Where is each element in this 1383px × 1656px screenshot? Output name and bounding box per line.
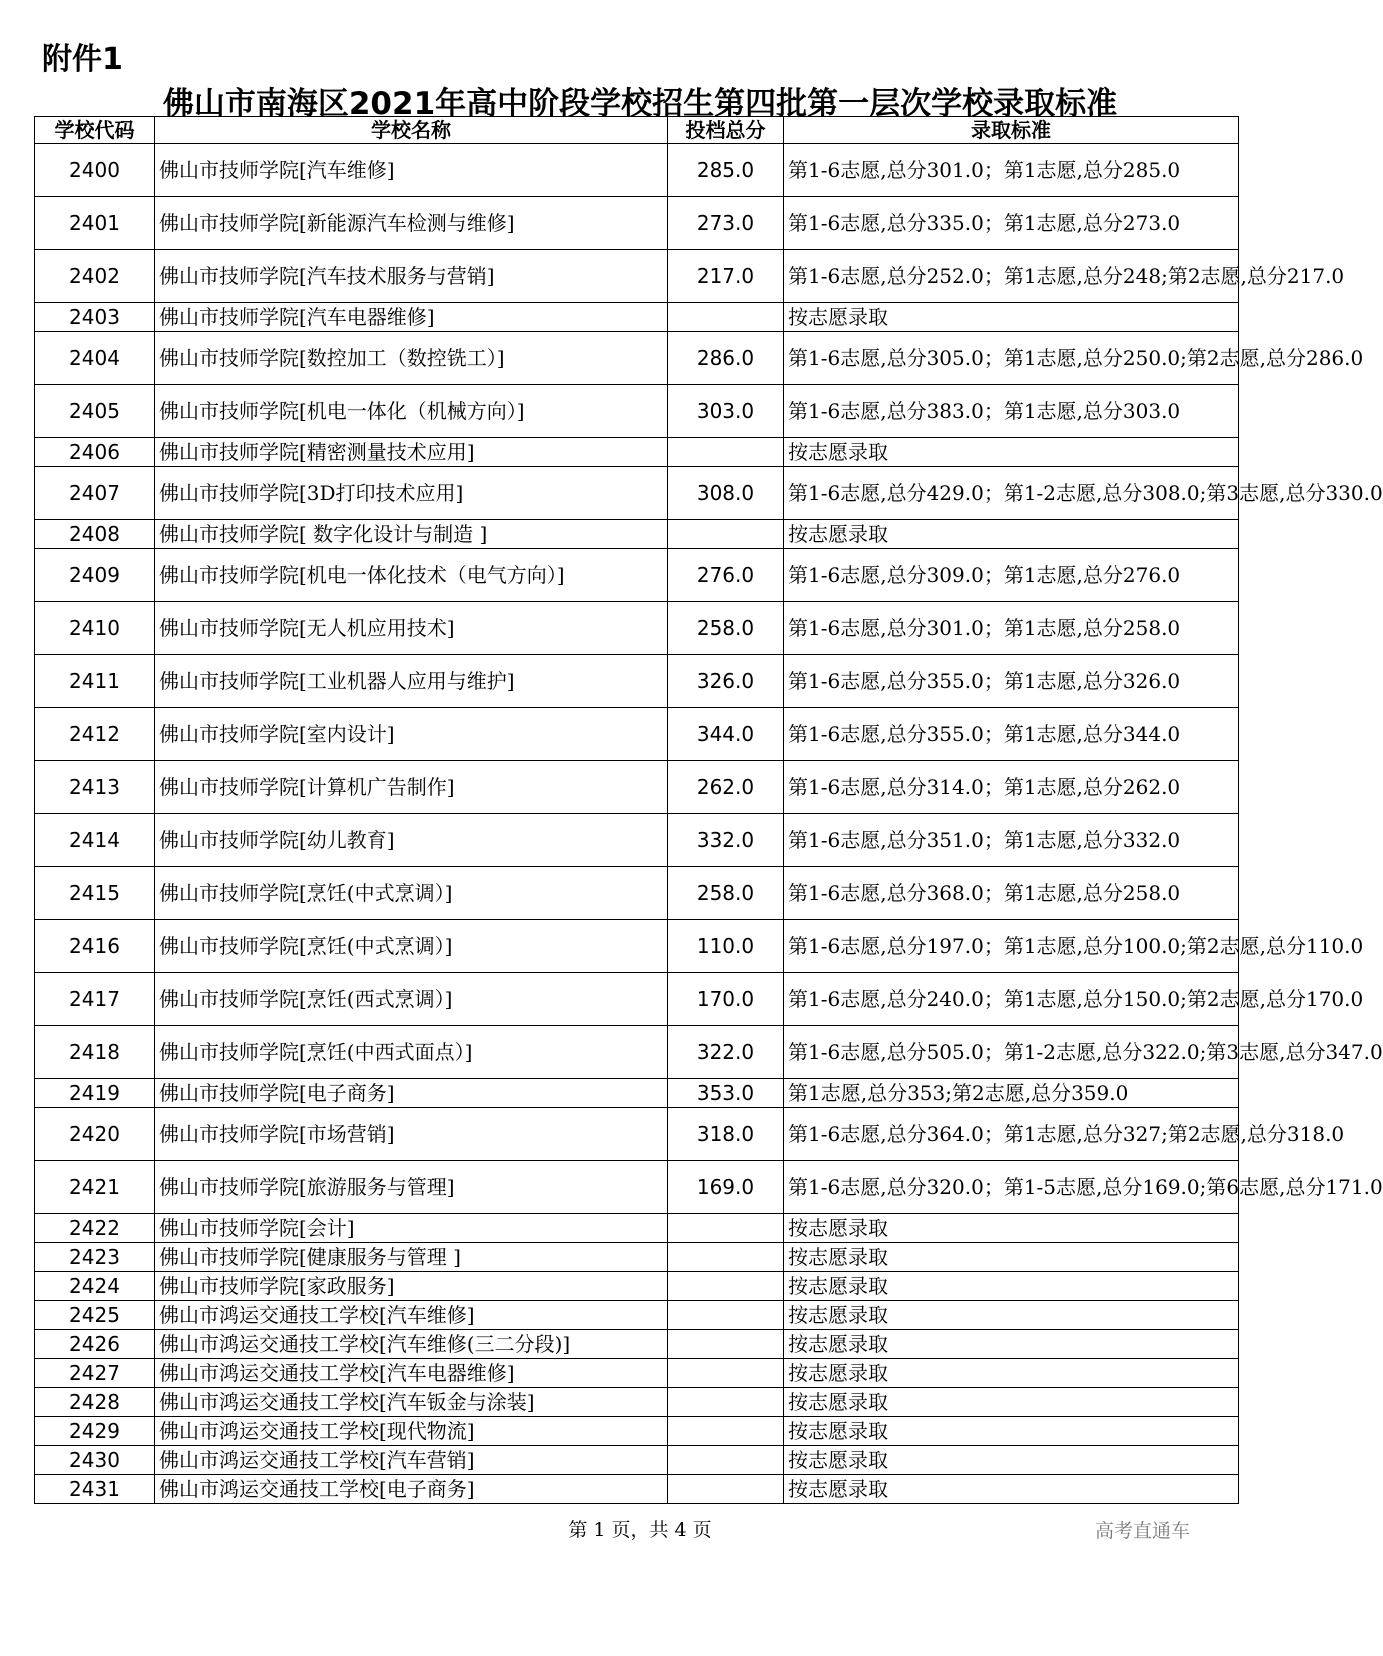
- score-cell: 308.0: [668, 467, 784, 520]
- score-cell: 258.0: [668, 602, 784, 655]
- standard-cell: 第1-6志愿,总分383.0；第1志愿,总分303.0: [784, 385, 1239, 438]
- school-name-cell: 佛山市鸿运交通技工学校[汽车营销]: [155, 1446, 668, 1475]
- table-row: [35, 1272, 1239, 1301]
- header-admission-standard: 录取标准: [784, 117, 1239, 144]
- standard-cell: 第1-6志愿,总分301.0；第1志愿,总分258.0: [784, 602, 1239, 655]
- standard-cell: 第1-6志愿,总分505.0；第1-2志愿,总分322.0;第3志愿,总分347.0: [784, 1026, 1239, 1079]
- score-cell: [668, 303, 784, 332]
- table-row: [35, 1359, 1239, 1388]
- standard-cell: 第1-6志愿,总分197.0；第1志愿,总分100.0;第2志愿,总分110.0: [784, 920, 1239, 973]
- standard-cell: 按志愿录取: [784, 1359, 1239, 1388]
- header-school-code: 学校代码: [35, 117, 155, 144]
- score-cell: 353.0: [668, 1079, 784, 1108]
- school-code-cell: 2418: [35, 1026, 155, 1079]
- school-code-cell: 2426: [35, 1330, 155, 1359]
- table-row: [35, 761, 1239, 814]
- school-name-cell: 佛山市技师学院[无人机应用技术]: [155, 602, 668, 655]
- table-row: [35, 549, 1239, 602]
- standard-cell: 按志愿录取: [784, 520, 1239, 549]
- admission-table: [34, 116, 1383, 1504]
- standard-cell: 按志愿录取: [784, 1301, 1239, 1330]
- standard-cell: 第1-6志愿,总分368.0；第1志愿,总分258.0: [784, 867, 1239, 920]
- header-total-score: 投档总分: [668, 117, 784, 144]
- school-name-cell: 佛山市技师学院[室内设计]: [155, 708, 668, 761]
- school-name-cell: 佛山市鸿运交通技工学校[汽车电器维修]: [155, 1359, 668, 1388]
- standard-cell: 第1志愿,总分353;第2志愿,总分359.0: [784, 1079, 1239, 1108]
- school-name-cell: 佛山市技师学院[计算机广告制作]: [155, 761, 668, 814]
- score-cell: 110.0: [668, 920, 784, 973]
- table-row: [35, 973, 1239, 1026]
- standard-cell: 第1-6志愿,总分320.0；第1-5志愿,总分169.0;第6志愿,总分171.0: [784, 1161, 1239, 1214]
- table-row: [35, 1079, 1239, 1108]
- table-row: [35, 197, 1239, 250]
- score-cell: [668, 1243, 784, 1272]
- score-cell: [668, 1330, 784, 1359]
- school-code-cell: 2421: [35, 1161, 155, 1214]
- score-cell: 286.0: [668, 332, 784, 385]
- standard-cell: 第1-6志愿,总分355.0；第1志愿,总分326.0: [784, 655, 1239, 708]
- school-code-cell: 2412: [35, 708, 155, 761]
- standard-cell: 按志愿录取: [784, 1243, 1239, 1272]
- table-row: [35, 1161, 1239, 1214]
- school-name-cell: 佛山市技师学院[旅游服务与管理]: [155, 1161, 668, 1214]
- table-row: [35, 1446, 1239, 1475]
- standard-cell: 按志愿录取: [784, 1214, 1239, 1243]
- attachment-label: 附件1: [42, 42, 123, 77]
- school-name-cell: 佛山市技师学院[3D打印技术应用]: [155, 467, 668, 520]
- school-code-cell: 2405: [35, 385, 155, 438]
- school-name-cell: 佛山市技师学院[会计]: [155, 1214, 668, 1243]
- school-code-cell: 2429: [35, 1417, 155, 1446]
- table-row: [35, 467, 1239, 520]
- standard-cell: 按志愿录取: [784, 1446, 1239, 1475]
- table-row: [35, 1108, 1239, 1161]
- table-row: [35, 250, 1239, 303]
- watermark: 高考直通车: [1094, 1520, 1190, 1542]
- score-cell: [668, 1359, 784, 1388]
- school-name-cell: 佛山市技师学院[ 数字化设计与制造 ]: [155, 520, 668, 549]
- school-name-cell: 佛山市技师学院[机电一体化（机械方向）]: [155, 385, 668, 438]
- school-code-cell: 2420: [35, 1108, 155, 1161]
- standard-cell: 按志愿录取: [784, 303, 1239, 332]
- table-header-row: [35, 117, 1239, 144]
- header-school-name: 学校名称: [155, 117, 668, 144]
- score-cell: 322.0: [668, 1026, 784, 1079]
- school-code-cell: 2416: [35, 920, 155, 973]
- school-code-cell: 2425: [35, 1301, 155, 1330]
- school-code-cell: 2430: [35, 1446, 155, 1475]
- score-cell: [668, 1417, 784, 1446]
- standard-cell: 第1-6志愿,总分429.0；第1-2志愿,总分308.0;第3志愿,总分330.0: [784, 467, 1239, 520]
- table-row: [35, 1388, 1239, 1417]
- score-cell: [668, 520, 784, 549]
- school-code-cell: 2403: [35, 303, 155, 332]
- school-code-cell: 2415: [35, 867, 155, 920]
- school-code-cell: 2401: [35, 197, 155, 250]
- school-code-cell: 2417: [35, 973, 155, 1026]
- table-row: [35, 867, 1239, 920]
- table-row: [35, 1301, 1239, 1330]
- school-name-cell: 佛山市鸿运交通技工学校[电子商务]: [155, 1475, 668, 1504]
- school-name-cell: 佛山市技师学院[数控加工（数控铣工）]: [155, 332, 668, 385]
- score-cell: 303.0: [668, 385, 784, 438]
- table-row: [35, 814, 1239, 867]
- score-cell: 258.0: [668, 867, 784, 920]
- school-code-cell: 2407: [35, 467, 155, 520]
- score-cell: 344.0: [668, 708, 784, 761]
- school-code-cell: 2406: [35, 438, 155, 467]
- standard-cell: 按志愿录取: [784, 438, 1239, 467]
- school-code-cell: 2409: [35, 549, 155, 602]
- standard-cell: 第1-6志愿,总分314.0；第1志愿,总分262.0: [784, 761, 1239, 814]
- table-row: [35, 1214, 1239, 1243]
- table-row: [35, 655, 1239, 708]
- standard-cell: 第1-6志愿,总分305.0；第1志愿,总分250.0;第2志愿,总分286.0: [784, 332, 1239, 385]
- school-name-cell: 佛山市鸿运交通技工学校[现代物流]: [155, 1417, 668, 1446]
- school-code-cell: 2423: [35, 1243, 155, 1272]
- score-cell: [668, 1388, 784, 1417]
- score-cell: [668, 1446, 784, 1475]
- table-row: [35, 1330, 1239, 1359]
- page-footer: 第 1 页，共 4 页: [568, 1519, 712, 1541]
- score-cell: [668, 438, 784, 467]
- score-cell: 326.0: [668, 655, 784, 708]
- school-name-cell: 佛山市技师学院[机电一体化技术（电气方向）]: [155, 549, 668, 602]
- standard-cell: 第1-6志愿,总分355.0；第1志愿,总分344.0: [784, 708, 1239, 761]
- school-name-cell: 佛山市技师学院[汽车电器维修]: [155, 303, 668, 332]
- table-row: [35, 385, 1239, 438]
- school-name-cell: 佛山市技师学院[烹饪(中西式面点）]: [155, 1026, 668, 1079]
- standard-cell: 按志愿录取: [784, 1475, 1239, 1504]
- school-name-cell: 佛山市技师学院[汽车技术服务与营销]: [155, 250, 668, 303]
- school-name-cell: 佛山市鸿运交通技工学校[汽车维修(三二分段)]: [155, 1330, 668, 1359]
- score-cell: 332.0: [668, 814, 784, 867]
- school-code-cell: 2422: [35, 1214, 155, 1243]
- score-cell: 285.0: [668, 144, 784, 197]
- school-code-cell: 2424: [35, 1272, 155, 1301]
- school-name-cell: 佛山市技师学院[新能源汽车检测与维修]: [155, 197, 668, 250]
- score-cell: 170.0: [668, 973, 784, 1026]
- table-row: [35, 1475, 1239, 1504]
- school-name-cell: 佛山市鸿运交通技工学校[汽车钣金与涂装]: [155, 1388, 668, 1417]
- score-cell: [668, 1301, 784, 1330]
- table-row: [35, 520, 1239, 549]
- table-row: [35, 708, 1239, 761]
- table-row: [35, 303, 1239, 332]
- school-name-cell: 佛山市技师学院[幼儿教育]: [155, 814, 668, 867]
- school-name-cell: 佛山市鸿运交通技工学校[汽车维修]: [155, 1301, 668, 1330]
- school-name-cell: 佛山市技师学院[烹饪(中式烹调）]: [155, 920, 668, 973]
- score-cell: 262.0: [668, 761, 784, 814]
- standard-cell: 按志愿录取: [784, 1330, 1239, 1359]
- school-name-cell: 佛山市技师学院[家政服务]: [155, 1272, 668, 1301]
- school-name-cell: 佛山市技师学院[烹饪(西式烹调）]: [155, 973, 668, 1026]
- score-cell: 273.0: [668, 197, 784, 250]
- score-cell: [668, 1272, 784, 1301]
- table-row: [35, 332, 1239, 385]
- table-row: [35, 144, 1239, 197]
- table-row: [35, 438, 1239, 467]
- table-body: [35, 144, 1383, 1504]
- school-code-cell: 2427: [35, 1359, 155, 1388]
- standard-cell: 第1-6志愿,总分240.0；第1志愿,总分150.0;第2志愿,总分170.0: [784, 973, 1239, 1026]
- school-code-cell: 2410: [35, 602, 155, 655]
- school-name-cell: 佛山市技师学院[健康服务与管理 ]: [155, 1243, 668, 1272]
- standard-cell: 按志愿录取: [784, 1388, 1239, 1417]
- score-cell: [668, 1475, 784, 1504]
- standard-cell: 第1-6志愿,总分309.0；第1志愿,总分276.0: [784, 549, 1239, 602]
- school-code-cell: 2428: [35, 1388, 155, 1417]
- school-name-cell: 佛山市技师学院[工业机器人应用与维护]: [155, 655, 668, 708]
- school-code-cell: 2400: [35, 144, 155, 197]
- school-code-cell: 2408: [35, 520, 155, 549]
- table-row: [35, 920, 1239, 973]
- standard-cell: 第1-6志愿,总分301.0；第1志愿,总分285.0: [784, 144, 1239, 197]
- school-code-cell: 2414: [35, 814, 155, 867]
- score-cell: 276.0: [668, 549, 784, 602]
- standard-cell: 第1-6志愿,总分252.0；第1志愿,总分248;第2志愿,总分217.0: [784, 250, 1239, 303]
- score-cell: 318.0: [668, 1108, 784, 1161]
- standard-cell: 第1-6志愿,总分335.0；第1志愿,总分273.0: [784, 197, 1239, 250]
- table-row: [35, 1417, 1239, 1446]
- document-title: 佛山市南海区2021年高中阶段学校招生第四批第一层次学校录取标准: [162, 86, 1118, 122]
- school-code-cell: 2411: [35, 655, 155, 708]
- table-row: [35, 602, 1239, 655]
- standard-cell: 按志愿录取: [784, 1417, 1239, 1446]
- table-row: [35, 1243, 1239, 1272]
- score-cell: [668, 1214, 784, 1243]
- school-name-cell: 佛山市技师学院[精密测量技术应用]: [155, 438, 668, 467]
- school-name-cell: 佛山市技师学院[市场营销]: [155, 1108, 668, 1161]
- school-code-cell: 2404: [35, 332, 155, 385]
- school-name-cell: 佛山市技师学院[电子商务]: [155, 1079, 668, 1108]
- school-name-cell: 佛山市技师学院[烹饪(中式烹调）]: [155, 867, 668, 920]
- school-code-cell: 2431: [35, 1475, 155, 1504]
- standard-cell: 第1-6志愿,总分364.0；第1志愿,总分327;第2志愿,总分318.0: [784, 1108, 1239, 1161]
- school-code-cell: 2413: [35, 761, 155, 814]
- school-code-cell: 2402: [35, 250, 155, 303]
- school-name-cell: 佛山市技师学院[汽车维修]: [155, 144, 668, 197]
- school-code-cell: 2419: [35, 1079, 155, 1108]
- standard-cell: 按志愿录取: [784, 1272, 1239, 1301]
- standard-cell: 第1-6志愿,总分351.0；第1志愿,总分332.0: [784, 814, 1239, 867]
- score-cell: 169.0: [668, 1161, 784, 1214]
- score-cell: 217.0: [668, 250, 784, 303]
- table-row: [35, 1026, 1239, 1079]
